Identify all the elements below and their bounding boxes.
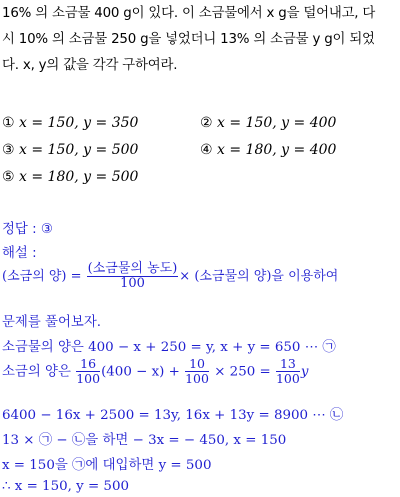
choice-1[interactable] (2, 115, 138, 131)
formula-right: × (소금물의 양) (179, 269, 272, 284)
fraction-2-numerator: 10 (185, 357, 209, 372)
choice-4[interactable] (200, 142, 336, 158)
equation-2 (2, 357, 308, 386)
answer-label: 정답 : ③ (2, 222, 53, 237)
formula-denominator: 100 (120, 276, 145, 291)
formula-numerator: (소금물의 농도) (87, 261, 178, 276)
equation-2-mid2: × 250 = (209, 364, 275, 380)
equation-2-fraction-2 (185, 357, 209, 386)
formula-tail: 을 이용하여 (271, 269, 339, 284)
choice-4-mark: ④ (200, 142, 213, 158)
equation-6: ∴ x = 150, y = 500 (2, 479, 129, 494)
choice-1-mark: ① (2, 115, 15, 131)
fraction-2-denominator: 100 (185, 371, 209, 386)
equation-5: x = 150을 ㉠에 대입하면 y = 500 (2, 458, 212, 473)
question-line-1: 16% 의 소금물 400 g이 있다. 이 소금물에서 x g을 덜어내고, 다 (2, 6, 376, 21)
choice-3-text: x = 150, y = 500 (19, 142, 139, 158)
choice-2[interactable] (200, 115, 336, 131)
choice-3[interactable] (2, 142, 138, 158)
equation-2-fraction-1 (76, 357, 100, 386)
formula-left: (소금의 양) = (2, 269, 86, 284)
fraction-3-numerator: 13 (276, 357, 300, 372)
choice-2-mark: ② (200, 115, 213, 131)
equation-2-tail: y (300, 364, 309, 380)
solution-intro: 문제를 풀어보자. (2, 315, 102, 330)
fraction-3-denominator: 100 (275, 371, 300, 386)
fraction-1-numerator: 16 (76, 357, 100, 372)
choice-5[interactable] (2, 169, 138, 185)
choice-3-mark: ③ (2, 142, 15, 158)
question-line-2: 시 10% 의 소금물 250 g을 넣었더니 13% 의 소금물 y g이 되었 (2, 32, 375, 47)
equation-4: 13 × ㉠ − ㉡을 하면 − 3x = − 450, x = 150 (2, 433, 287, 448)
question-line-3: 다. x, y의 값을 각각 구하여라. (2, 58, 178, 73)
formula-line (2, 262, 338, 291)
choice-2-text: x = 150, y = 400 (217, 115, 337, 131)
choice-1-text: x = 150, y = 350 (19, 115, 139, 131)
choice-4-text: x = 180, y = 400 (217, 142, 337, 158)
equation-1: 소금물의 양은 400 − x + 250 = y, x + y = 650 ⋯ ㉠ (2, 340, 336, 355)
choice-5-mark: ⑤ (2, 169, 15, 185)
equation-2-prefix: 소금의 양은 (2, 364, 76, 380)
formula-fraction (87, 262, 179, 291)
equation-2-fraction-3 (276, 357, 300, 386)
explanation-label: 해설 : (2, 246, 37, 261)
equation-2-mid: (400 − x) + (101, 364, 185, 380)
equation-3: 6400 − 16x + 2500 = 13y, 16x + 13y = 8900 ⋯ ㉡ (2, 408, 344, 423)
fraction-1-denominator: 100 (76, 371, 101, 386)
choice-5-text: x = 180, y = 500 (19, 169, 139, 185)
